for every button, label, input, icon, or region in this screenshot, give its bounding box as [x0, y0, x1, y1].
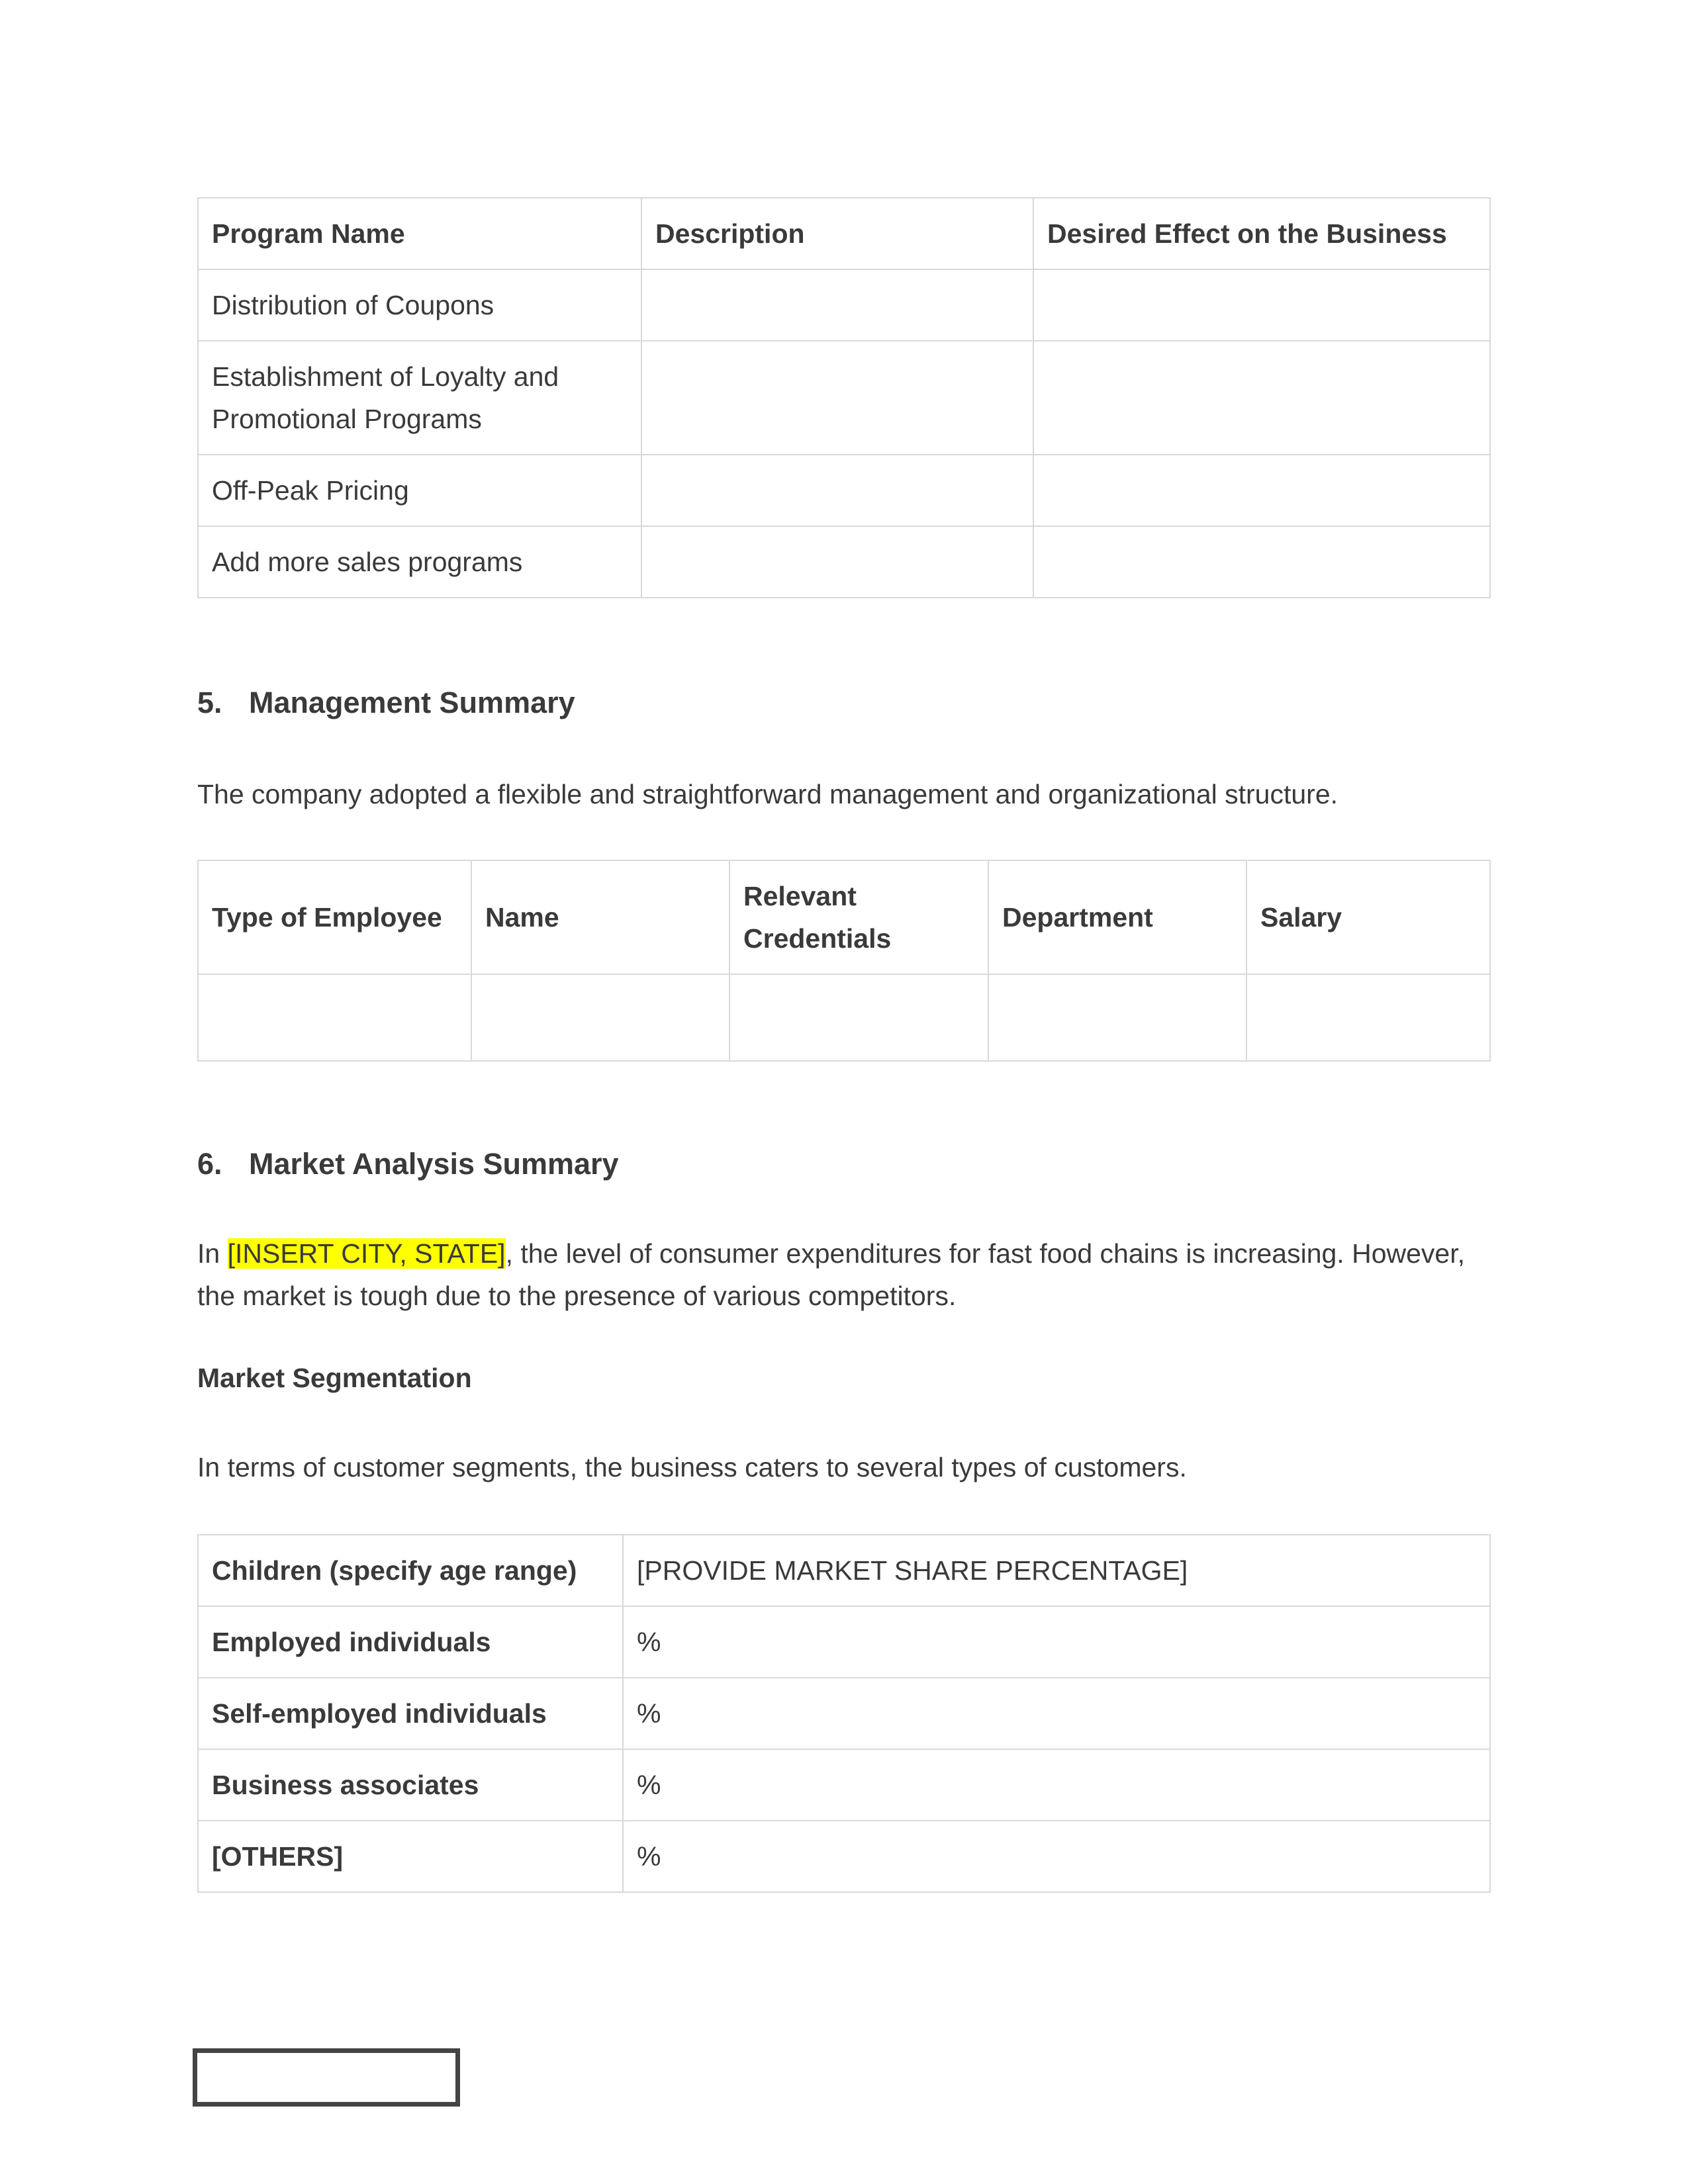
table-row: [198, 974, 1490, 1061]
segment-name-cell: Children (specify age range): [198, 1535, 623, 1606]
program-description-cell[interactable]: [641, 526, 1033, 598]
programs-table-header-row: [198, 198, 1490, 269]
section-number: 6.: [197, 1147, 222, 1181]
programs-table: [197, 197, 1491, 598]
table-row: [198, 455, 1490, 526]
program-name-cell: Add more sales programs: [198, 526, 641, 598]
employee-credentials-cell[interactable]: [729, 974, 988, 1061]
segment-share-cell[interactable]: %: [623, 1678, 1490, 1749]
market-segmentation-paragraph: In terms of customer segments, the business caters to several types of customers.: [197, 1452, 1187, 1482]
header-salary: Salary: [1246, 860, 1490, 974]
segments-table: [197, 1534, 1491, 1893]
program-name-cell: Establishment of Loyalty and Promotional Programs: [198, 341, 641, 455]
employee-type-cell[interactable]: [198, 974, 471, 1061]
program-name-cell: Off-Peak Pricing: [198, 455, 641, 526]
segment-share-cell[interactable]: %: [623, 1606, 1490, 1678]
segment-share-cell[interactable]: [PROVIDE MARKET SHARE PERCENTAGE]: [623, 1535, 1490, 1606]
program-description-cell[interactable]: [641, 269, 1033, 341]
segment-name-cell: Business associates: [198, 1749, 623, 1821]
header-name: Name: [471, 860, 729, 974]
footer-box: [193, 2048, 460, 2107]
market-segmentation-heading: Market Segmentation: [197, 1363, 472, 1393]
table-row: [198, 1535, 1490, 1606]
section-title: Market Analysis Summary: [249, 1147, 619, 1181]
management-table: [197, 860, 1491, 1062]
segment-name-cell: [OTHERS]: [198, 1821, 623, 1892]
employee-department-cell[interactable]: [988, 974, 1246, 1061]
paragraph-rest: , the level of consumer expenditures for fast food chains is increasing. However, the market is tough due to the presence of various competitors.: [197, 1238, 1465, 1311]
table-row: [198, 1749, 1490, 1821]
program-description-cell[interactable]: [641, 341, 1033, 455]
program-description-cell[interactable]: [641, 455, 1033, 526]
header-type-of-employee: Type of Employee: [198, 860, 471, 974]
program-effect-cell[interactable]: [1033, 526, 1490, 598]
segment-name-cell: Self-employed individuals: [198, 1678, 623, 1749]
city-state-placeholder[interactable]: [INSERT CITY, STATE]: [227, 1238, 506, 1269]
market-analysis-heading: [197, 1147, 619, 1181]
table-row: [198, 1606, 1490, 1678]
program-effect-cell[interactable]: [1033, 269, 1490, 341]
table-row: [198, 1821, 1490, 1892]
management-summary-paragraph: The company adopted a flexible and straightforward management and organizational structure.: [197, 779, 1338, 809]
section-number: 5.: [197, 686, 222, 719]
paragraph-prefix: In: [197, 1238, 228, 1269]
header-relevant-credentials: Relevant Credentials: [729, 860, 988, 974]
program-effect-cell[interactable]: [1033, 455, 1490, 526]
programs-header-description: Description: [641, 198, 1033, 269]
programs-header-program-name: Program Name: [198, 198, 641, 269]
employee-salary-cell[interactable]: [1246, 974, 1490, 1061]
segment-name-cell: Employed individuals: [198, 1606, 623, 1678]
header-department: Department: [988, 860, 1246, 974]
segment-share-cell[interactable]: %: [623, 1821, 1490, 1892]
table-row: [198, 1678, 1490, 1749]
table-row: [198, 526, 1490, 598]
section-title: Management Summary: [249, 686, 575, 719]
management-table-header-row: [198, 860, 1490, 974]
programs-header-desired-effect: Desired Effect on the Business: [1033, 198, 1490, 269]
market-analysis-paragraph: [197, 1232, 1495, 1317]
employee-name-cell[interactable]: [471, 974, 729, 1061]
management-summary-heading: [197, 686, 575, 720]
segment-share-cell[interactable]: %: [623, 1749, 1490, 1821]
program-name-cell: Distribution of Coupons: [198, 269, 641, 341]
program-effect-cell[interactable]: [1033, 341, 1490, 455]
table-row: [198, 269, 1490, 341]
table-row: [198, 341, 1490, 455]
